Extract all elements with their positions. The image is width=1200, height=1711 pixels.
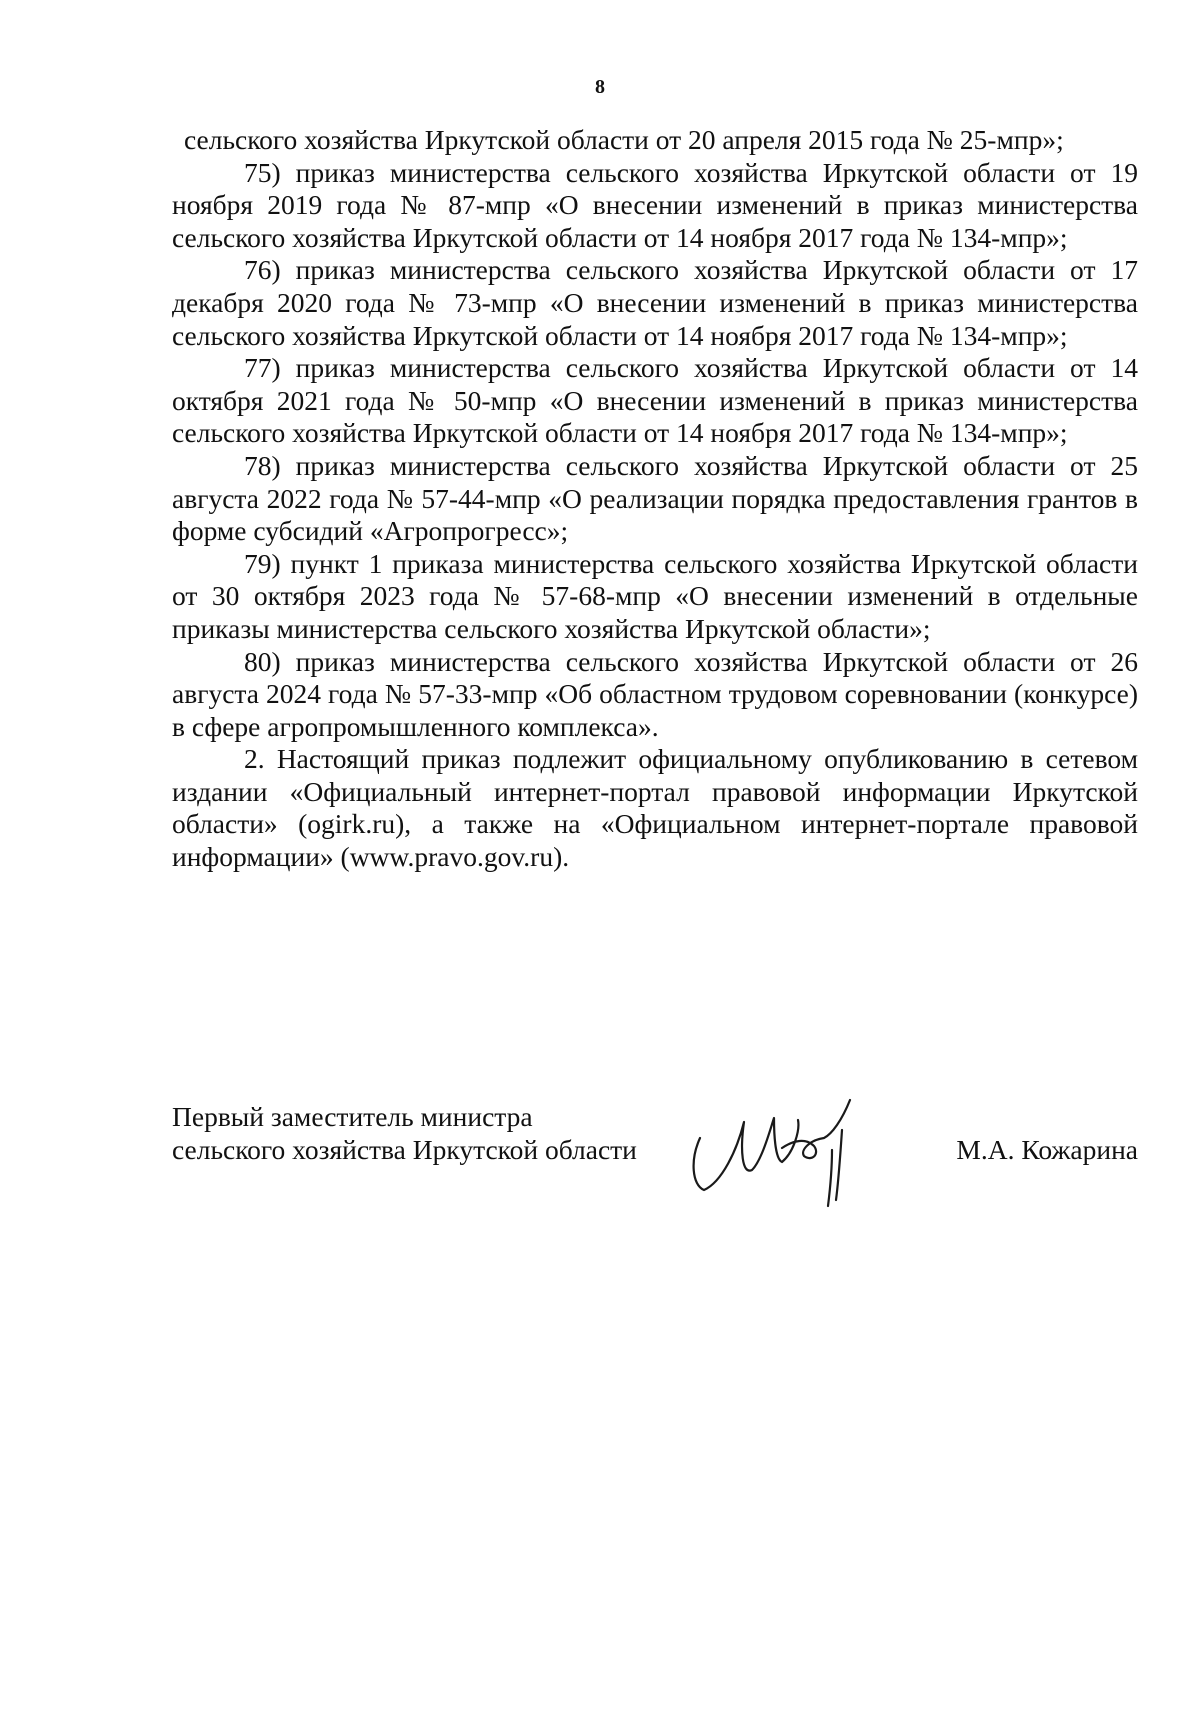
list-item-78: 78) приказ министерства сельского хозяйства Иркутской области от 25 августа 2022 года № 57-44-мпр «О реализации порядка предоставления грантов в форме субсидий «Агропрогресс»; <box>172 449 1138 547</box>
list-item-79: 79) пункт 1 приказа министерства сельского хозяйства Иркутской области от 30 октября 2023 года № 57-68-мпр «О внесении изменений в отдельные приказы министерства сельского хозяйства Иркутской области»; <box>172 547 1138 644</box>
signatory-title-line-1: Первый заместитель министра <box>172 1101 533 1132</box>
paragraph-continuation: сельского хозяйства Иркутской области от 20 апреля 2015 года № 25-мпр»; <box>184 124 1064 155</box>
page-number: 8 <box>595 76 605 98</box>
list-item-75: 75) приказ министерства сельского хозяйства Иркутской области от 19 ноября 2019 года № 87-мпр «О внесении изменений в приказ министерства сельского хозяйства Иркутской области от 14 ноября 2017 года № 134-мпр»; <box>172 156 1138 253</box>
signatory-name: М.А. Кожарина <box>956 1134 1138 1165</box>
clause-2: 2. Настоящий приказ подлежит официальному опубликованию в сетевом издании «Официальный интернет-портал правовой информации Иркутской области» (ogirk.ru), а также на «Официальном интернет-портале правовой информации» (www.pravo.gov.ru). <box>172 743 1138 873</box>
list-item-76: 76) приказ министерства сельского хозяйства Иркутской области от 17 декабря 2020 года № 73-мпр «О внесении изменений в приказ министерства сельского хозяйства Иркутской области от 14 ноября 2017 года № 134-мпр»; <box>172 254 1138 351</box>
list-item-77: 77) приказ министерства сельского хозяйства Иркутской области от 14 октября 2021 года № 50-мпр «О внесении изменений в приказ министерства сельского хозяйства Иркутской области от 14 ноября 2017 года № 134-мпр»; <box>172 352 1138 449</box>
document-body <box>172 124 1138 874</box>
signatory-title-line-2: сельского хозяйства Иркутской области <box>172 1134 637 1165</box>
list-item-80: 80) приказ министерства сельского хозяйства Иркутской области от 26 августа 2024 года № 57-33-мпр «Об областном трудовом соревновании (конкурсе) в сфере агропромышленного комплекса». <box>172 645 1138 742</box>
signatory-title <box>172 1100 637 1166</box>
signature-block <box>172 1100 1138 1210</box>
handwritten-signature-icon <box>682 1090 882 1210</box>
